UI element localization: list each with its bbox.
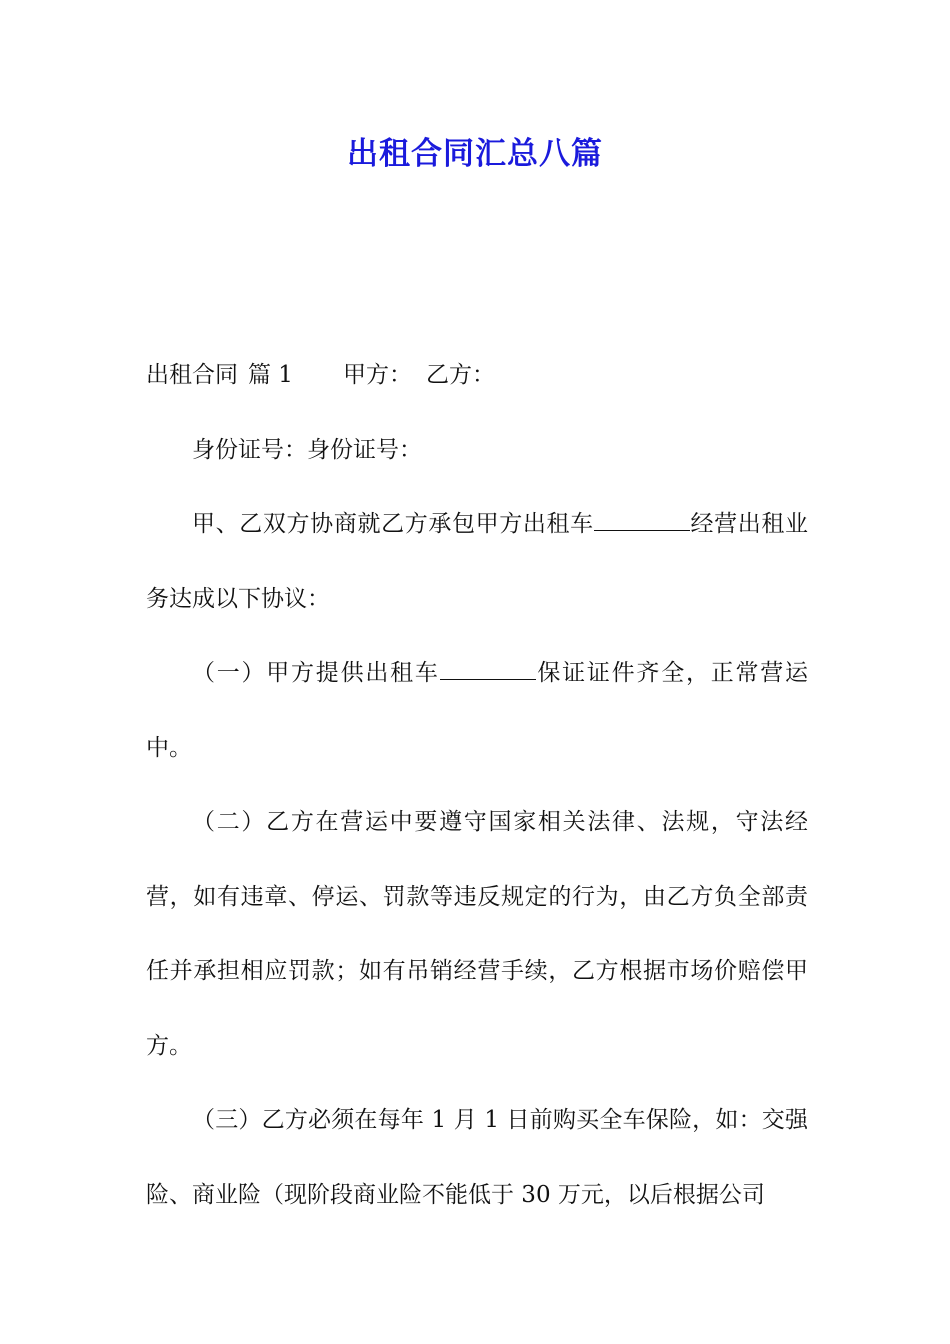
party-b-label: 乙方： — [425, 362, 495, 388]
contract-label: 出租合同 — [146, 362, 238, 388]
fill-in-blank — [594, 510, 690, 531]
clause-3: （三）乙方必须在每年 1 月 1 日前购买全车保险，如：交强险、商业险（现阶段商业险不能低于 30 万元，以后根据公司 — [146, 1107, 808, 1208]
party-a-label: 甲方： — [342, 362, 412, 388]
intro-text-end: 经营出租业务达成以下协议： — [146, 511, 809, 612]
intro-text-start: 甲、乙双方协商就乙方承包甲方出租车 — [192, 511, 594, 537]
document-title: 出租合同汇总八篇 — [347, 136, 603, 172]
intro-paragraph — [146, 487, 808, 636]
clause-2: （二）乙方在营运中要遵守国家相关法律、法规，守法经营，如有违章、停运、罚款等违反规定的行为，由乙方负全部责任并承担相应罚款；如有吊销经营手续，乙方根据市场价赔偿甲方。 — [146, 809, 808, 1059]
fill-in-blank — [440, 659, 536, 680]
contract-body — [146, 338, 808, 1232]
clause-1 — [146, 636, 808, 785]
clause-1-text-start: （一）甲方提供出租车 — [192, 660, 440, 686]
clause-1-text-end: 保证证件齐全，正常营运中。 — [146, 660, 809, 761]
id-number-line: 身份证号：身份证号： — [192, 436, 422, 463]
section-number: 篇 1 — [248, 362, 293, 388]
contract-header-line — [146, 338, 808, 413]
